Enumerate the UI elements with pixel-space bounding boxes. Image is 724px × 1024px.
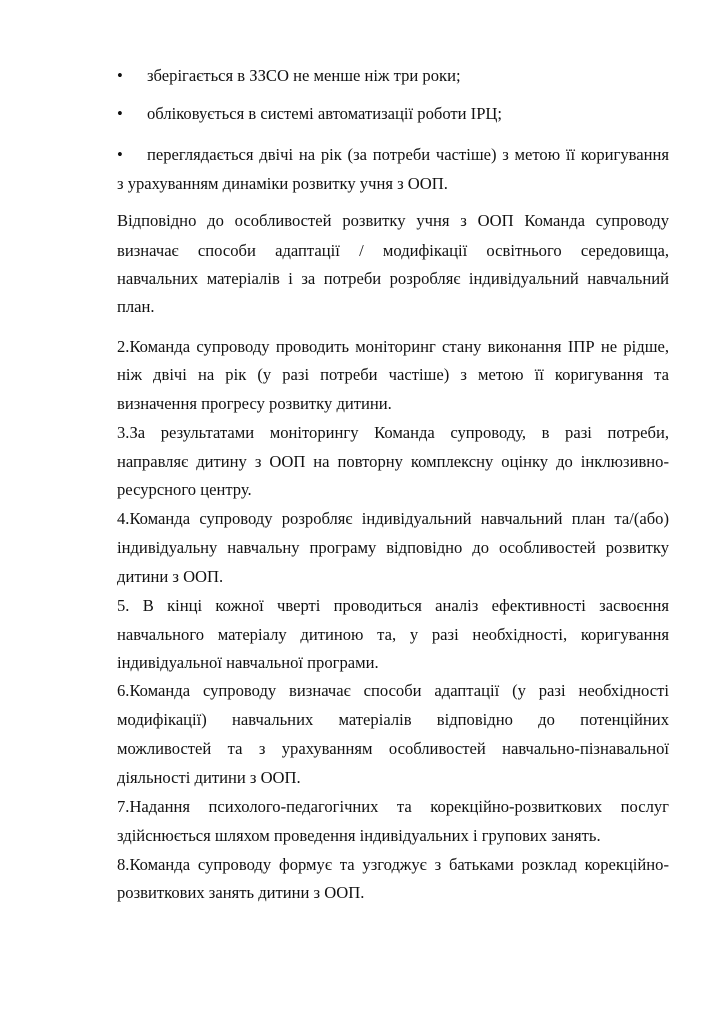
intro-paragraph-line: навчальних матеріалів і за потреби розробляє індивідуальний навчальний bbox=[117, 269, 669, 288]
item-7-line: здійснюється шляхом проведення індивідуальних і групових занять. bbox=[117, 826, 601, 845]
item-3-line: ресурсного центру. bbox=[117, 480, 252, 499]
item-5-line: навчального матеріалу дитиною та, у разі необхідності, коригування bbox=[117, 625, 669, 644]
item-6-line: можливостей та з урахуванням особливостей навчально-пізнавальної bbox=[117, 739, 669, 758]
item-5-line: індивідуальної навчальної програми. bbox=[117, 653, 379, 672]
item-7-line: 7.Надання психолого-педагогічних та корекційно-розвиткових послуг bbox=[117, 797, 669, 816]
bullet-marker: • bbox=[117, 145, 123, 164]
bullet-item-storage: зберігається в ЗЗСО не менше ніж три роки; bbox=[147, 66, 461, 85]
bullet-marker: • bbox=[117, 104, 123, 123]
item-2-line: 2.Команда супроводу проводить моніторинг стану виконання ІПР не рідше, bbox=[117, 337, 669, 356]
item-2-line: визначення прогресу розвитку дитини. bbox=[117, 394, 392, 413]
bullet-item-review-cont: з урахуванням динаміки розвитку учня з ООП. bbox=[117, 174, 448, 193]
item-4-line: індивідуальну навчальну програму відповідно до особливостей розвитку bbox=[117, 538, 669, 557]
intro-paragraph-line: визначає способи адаптації / модифікації освітнього середовища, bbox=[117, 241, 669, 260]
item-2-line: ніж двічі на рік (у разі потреби частіше) з метою її коригування та bbox=[117, 365, 669, 384]
item-5-line: 5. В кінці кожної чверті проводиться аналіз ефективності засвоєння bbox=[117, 596, 669, 615]
item-8-line: розвиткових занять дитини з ООП. bbox=[117, 883, 365, 902]
item-6-line: модифікації) навчальних матеріалів відповідно до потенційних bbox=[117, 710, 669, 729]
bullet-marker: • bbox=[117, 66, 123, 85]
item-3-line: направляє дитину з ООП на повторну комплексну оцінку до інклюзивно- bbox=[117, 452, 669, 471]
item-3-line: 3.За результатами моніторингу Команда супроводу, в разі потреби, bbox=[117, 423, 669, 442]
bullet-item-accounting: обліковується в системі автоматизації роботи ІРЦ; bbox=[147, 104, 503, 123]
intro-paragraph-line: Відповідно до особливостей розвитку учня з ООП Команда супроводу bbox=[117, 211, 669, 230]
bullet-item-review: переглядається двічі на рік (за потреби частіше) з метою її коригування bbox=[147, 145, 669, 164]
item-4-line: дитини з ООП. bbox=[117, 567, 224, 586]
item-8-line: 8.Команда супроводу формує та узгоджує з батьками розклад корекційно- bbox=[117, 855, 669, 874]
item-4-line: 4.Команда супроводу розробляє індивідуальний навчальний план та/(або) bbox=[117, 509, 669, 528]
item-6-line: 6.Команда супроводу визначає способи адаптації (у разі необхідності bbox=[117, 681, 669, 700]
intro-paragraph-line: план. bbox=[117, 297, 155, 316]
item-6-line: діяльності дитини з ООП. bbox=[117, 768, 301, 787]
